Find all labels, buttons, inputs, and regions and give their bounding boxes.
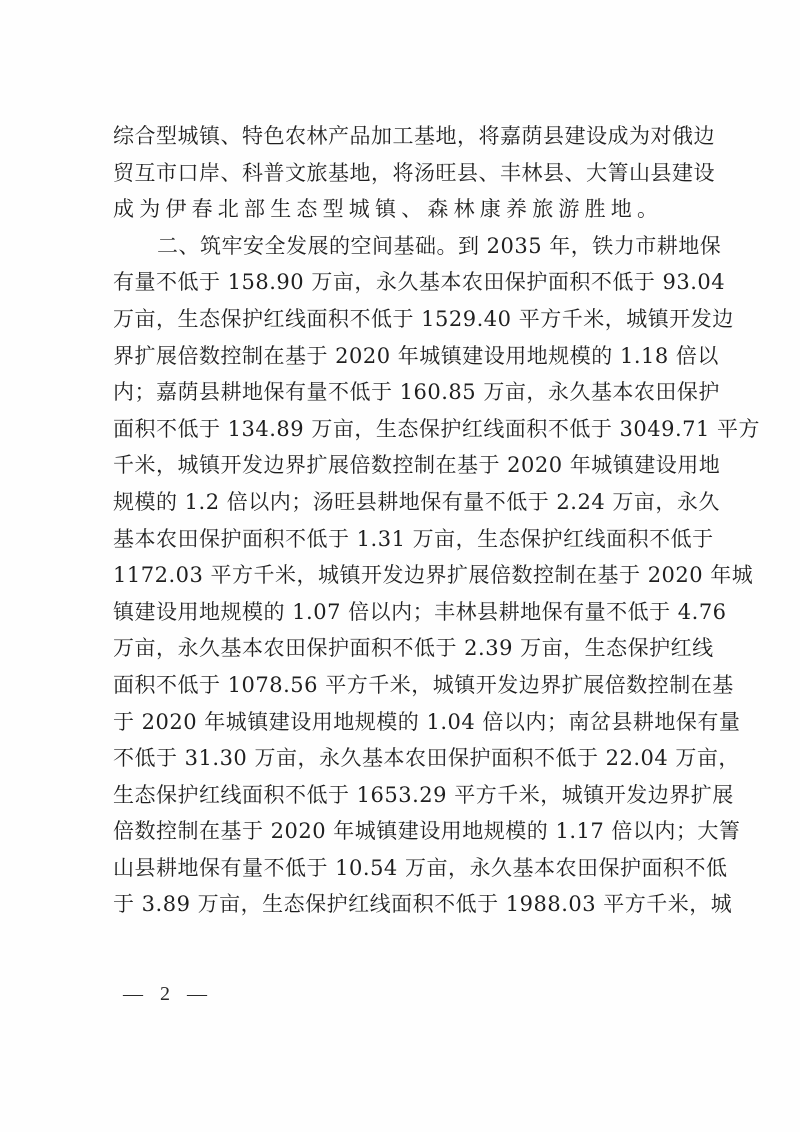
text-line: 面积不低于 1078.56 平方千米，城镇开发边界扩展倍数控制在基 [113,672,734,697]
text-line: 贸互市口岸、科普文旅基地，将汤旺县、丰林县、大箐山县建设 [113,160,715,185]
text-line: 万亩，生态保护红线面积不低于 1529.40 平方千米，城镇开发边 [113,306,734,331]
text-line: 生态保护红线面积不低于 1653.29 平方千米，城镇开发边界扩展 [113,782,734,807]
text-line: 综合型城镇、特色农林产品加工基地，将嘉荫县建设成为对俄边 [113,124,715,148]
text-line: 1172.03 平方千米，城镇开发边界扩展倍数控制在基于 2020 年城 [113,563,754,588]
text-line: 山县耕地保有量不低于 10.54 万亩，永久基本农田保护面积不低 [113,855,728,880]
text-line: 界扩展倍数控制在基于 2020 年城镇建设用地规模的 1.18 倍以 [113,343,719,368]
text-line: 基本农田保护面积不低于 1.31 万亩，生态保护红线面积不低于 [113,526,714,551]
text-line: 于 3.89 万亩，生态保护红线面积不低于 1988.03 平方千米，城 [113,892,733,917]
page-number: — 2 — [123,983,213,1005]
section-heading-line: 二、筑牢安全发展的空间基础。到 2035 年，铁力市耕地保 [157,233,722,258]
text-line: 于 2020 年城镇建设用地规模的 1.04 倍以内；南岔县耕地保有量 [113,709,741,734]
text-line: 内；嘉荫县耕地保有量不低于 160.85 万亩，永久基本农田保护 [113,380,720,405]
text-line: 镇建设用地规模的 1.07 倍以内；丰林县耕地保有量不低于 4.76 [113,599,727,624]
text-line: 成为伊春北部生态型城镇、森林康养旅游胜地。 [113,197,664,222]
text-line: 倍数控制在基于 2020 年城镇建设用地规模的 1.17 倍以内；大箐 [113,819,741,844]
text-line: 不低于 31.30 万亩，永久基本农田保护面积不低于 22.04 万亩， [113,746,740,771]
text-line: 面积不低于 134.89 万亩，生态保护红线面积不低于 3049.71 平方 [113,416,761,441]
text-line: 规模的 1.2 倍以内；汤旺县耕地保有量不低于 2.24 万亩，永久 [113,489,720,514]
text-line: 万亩，永久基本农田保护面积不低于 2.39 万亩，生态保护红线 [113,636,714,661]
body-text [113,118,761,923]
text-line: 千米，城镇开发边界扩展倍数控制在基于 2020 年城镇建设用地 [113,453,721,478]
text-line: 有量不低于 158.90 万亩，永久基本农田保护面积不低于 93.04 [113,270,726,295]
